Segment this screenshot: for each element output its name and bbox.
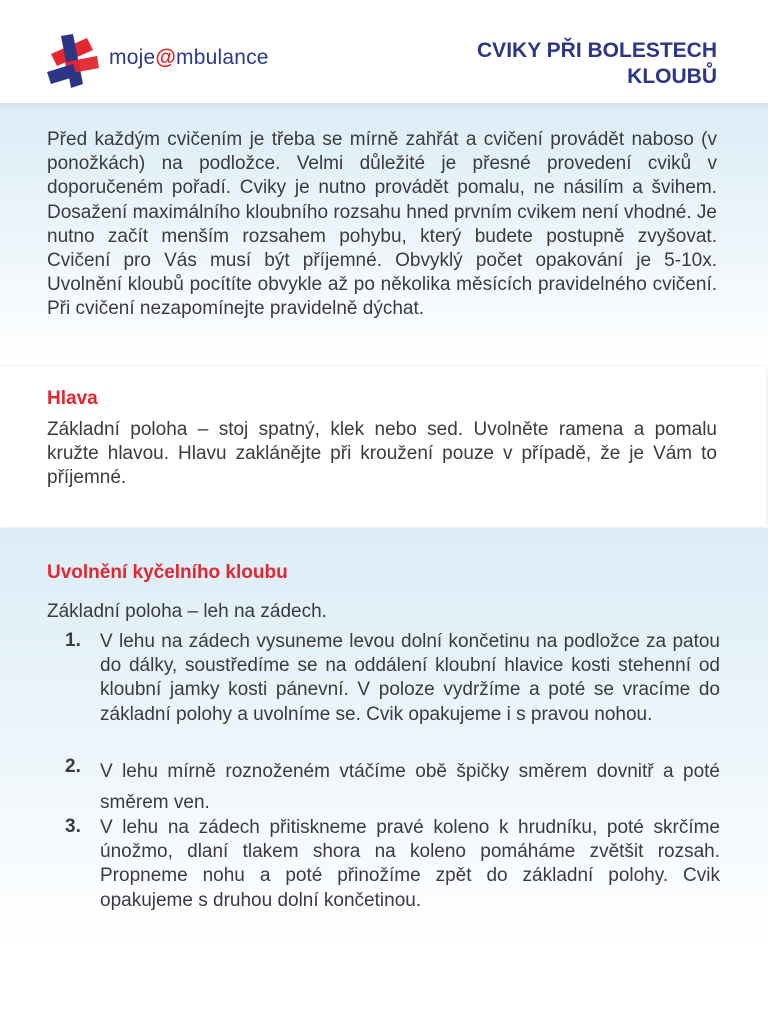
list-item-number: 2. xyxy=(65,756,81,777)
list-item-text: V lehu na zádech vysuneme levou dolní končetinu na podložce za patou do dálky, soustředíme se na oddálení kloubní hlavice kosti stehenní od kloubní jamky kosti pánevní. V poloze vydržíme a poté se vracíme do základní polohy a uvolníme se. Cvik opakujeme i s pravou nohou. xyxy=(100,631,720,725)
section-heading-hlava: Hlava xyxy=(47,388,98,409)
list-item-text: V lehu mírně roznoženém vtáčíme obě špičky směrem dovnitř a poté směrem ven. xyxy=(100,761,720,813)
list-item-text: V lehu na zádech přitiskneme pravé koleno k hrudníku, poté skrčíme únožmo, dlaní tlakem shora na koleno pomáháme zvětšit rozsah. Propneme nohu a poté přinožíme zpět do základní polohy. Cvik opakujeme s druhou dolní končetinou. xyxy=(100,817,720,911)
logo-wordmark: moje@mbulance xyxy=(109,46,269,69)
page-title-line-2: KLOUBŮ xyxy=(627,65,717,88)
base-position-text: Základní poloha – leh na zádech. xyxy=(47,601,327,622)
page-title-line-1: CVIKY PŘI BOLESTECH xyxy=(477,39,717,62)
logo xyxy=(47,32,347,90)
list-item-number: 1. xyxy=(65,630,81,651)
section-text-hlava: Základní poloha – stoj spatný, klek nebo sed. Uvolněte ramena a pomalu kružte hlavou. Hlavu zaklánějte při kroužení pouze v případě, že je Vám to příjemné. xyxy=(47,419,717,489)
section-heading-hip: Uvolnění kyčelního kloubu xyxy=(47,562,288,583)
medical-cross-icon xyxy=(47,32,99,90)
page-header xyxy=(0,0,768,103)
page-title xyxy=(477,38,717,90)
list-item-number: 3. xyxy=(65,816,81,837)
intro-paragraph: Před každým cvičením je třeba se mírně zahřát a cvičení provádět naboso (v ponožkách) na podložce. Velmi důležité je přesné provedení cviků v doporučeném pořadí. Cviky je nutno provádět pomalu, ne násilím a švihem. Dosažení maximálního kloubního rozsahu hned prvním cvikem není vhodné. Je nutno začít menším rozsahem pohybu, který budete postupně zvyšovat. Cvičení pro Vás musí být příjemné. Obvyklý počet opakování je 5-10x. Uvolnění kloubů pocítíte obvykle až po několika měsících pravidelného cvičení. Při cvičení nezapomínejte pravidelně dýchat. xyxy=(47,129,717,320)
